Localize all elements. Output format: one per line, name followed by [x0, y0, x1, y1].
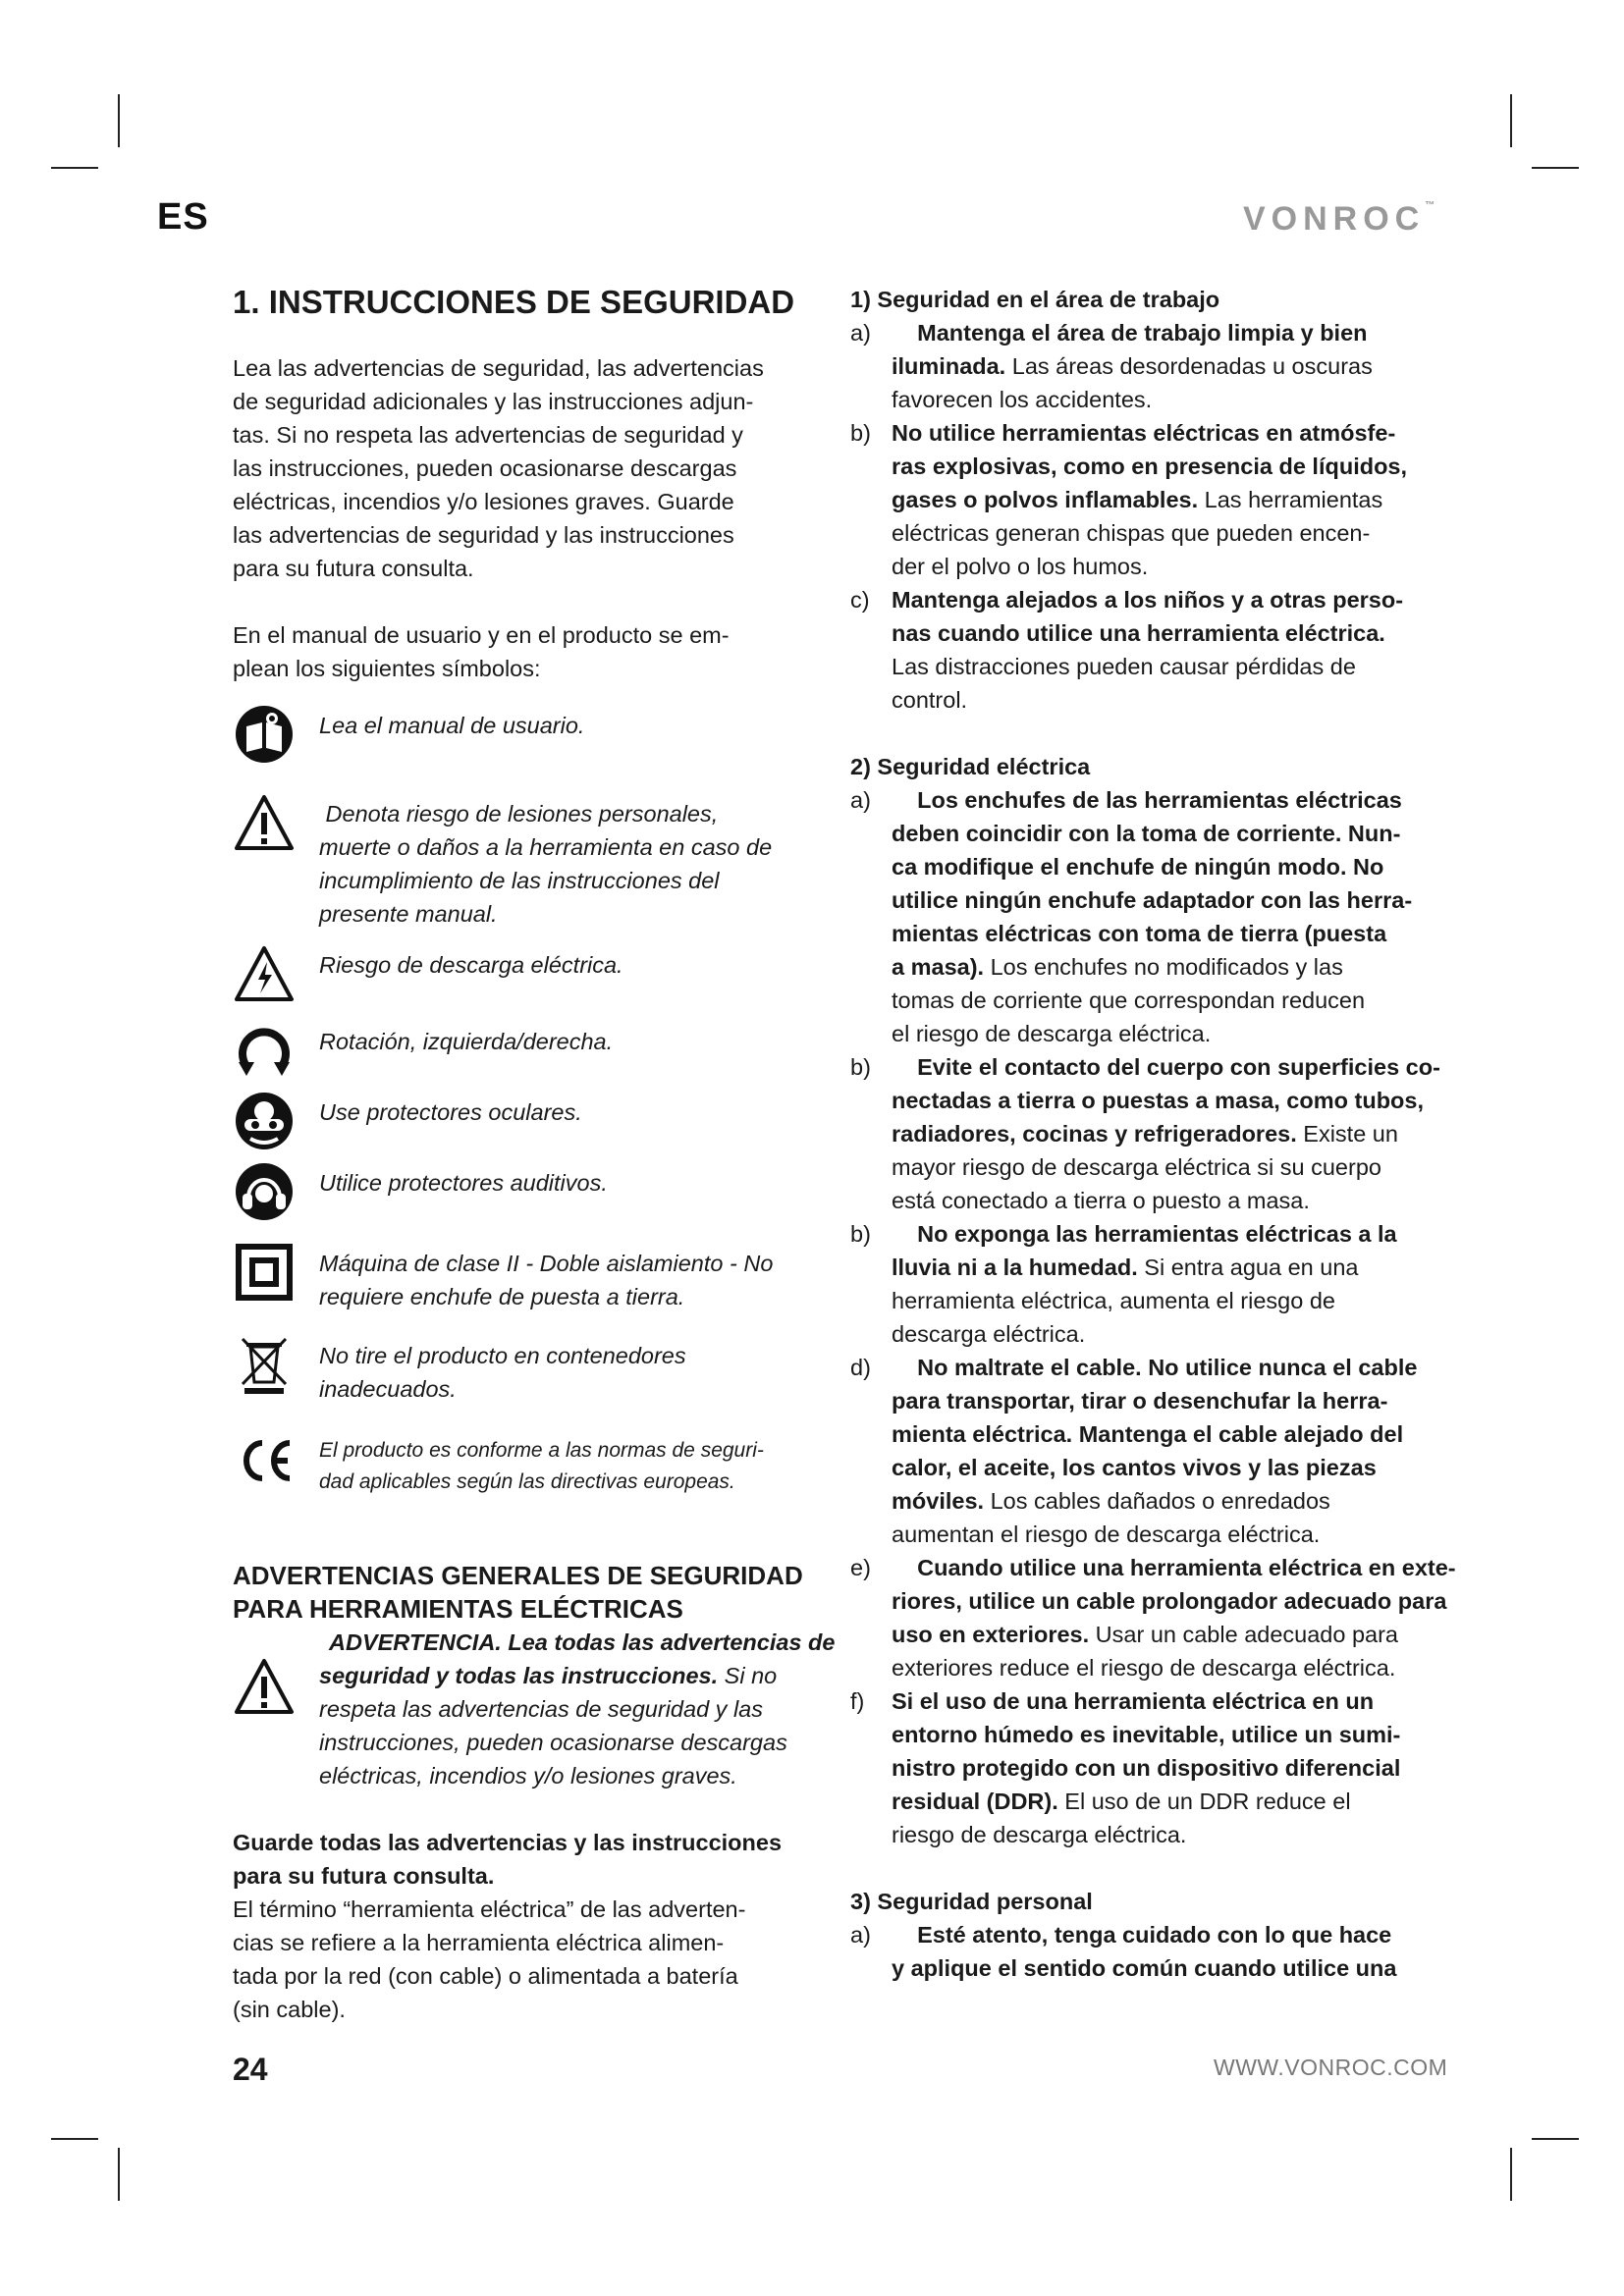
bold-run: Esté atento, tenga cuidado con lo que hace	[892, 1922, 1392, 1948]
list-marker: e)	[850, 1555, 871, 1580]
intro-paragraph	[233, 351, 822, 585]
text-run: riesgo de descarga eléctrica.	[892, 1822, 1187, 1847]
text-line	[892, 1317, 1449, 1351]
text-line: Use protectores oculares.	[319, 1099, 582, 1125]
text-run: Los enchufes no modificados y las	[984, 954, 1343, 980]
text-line	[319, 1659, 822, 1692]
bold-run: ca modifique el enchufe de ningún modo. No	[892, 854, 1384, 880]
subsection-title-personal: 3) Seguridad personal	[850, 1889, 1093, 1914]
text-line: las advertencias de seguridad y las instrucciones	[233, 522, 734, 548]
class-ii-icon	[233, 1241, 296, 1304]
page-number: 24	[233, 2052, 268, 2087]
electric-shock-icon	[233, 942, 296, 1005]
text-line: instrucciones, pueden ocasionarse descargas	[319, 1730, 787, 1755]
footer-url: WWW.VONROC.COM	[1214, 2055, 1448, 2080]
text-run: Las herramientas	[1198, 487, 1383, 512]
bold-run: nas cuando utilice una herramienta eléctrica.	[892, 620, 1385, 646]
bold-run: radiadores, cocinas y refrigeradores.	[892, 1121, 1297, 1147]
bold-run: uso en exteriores.	[892, 1622, 1090, 1647]
symbol-row	[233, 1243, 822, 1313]
bold-run: deben coincidir con la toma de corriente. Nun-	[892, 821, 1401, 846]
text-line	[892, 1351, 1449, 1384]
text-line	[892, 1451, 1449, 1484]
list-marker: b)	[850, 420, 871, 446]
text-line: Rotación, izquierda/derecha.	[319, 1029, 614, 1054]
list-marker: c)	[850, 587, 870, 613]
bold-run: seguridad y todas las instrucciones.	[319, 1663, 719, 1688]
text-line	[892, 1050, 1449, 1084]
bold-run: a masa).	[892, 954, 985, 980]
subsection-title-work-area: 1) Seguridad en el área de trabajo	[850, 287, 1220, 312]
bold-run: No maltrate el cable. No utilice nunca el cable	[892, 1355, 1418, 1380]
symbol-row	[233, 1092, 822, 1154]
symbol-description	[319, 1162, 822, 1200]
text-line	[892, 1251, 1449, 1284]
text-line	[892, 516, 1449, 550]
text-line	[892, 349, 1449, 383]
text-line	[892, 883, 1449, 917]
bold-run: No utilice herramientas eléctricas en atmósfe-	[892, 420, 1396, 446]
symbol-row	[233, 793, 822, 931]
list-item	[850, 1918, 1449, 1985]
text-line: eléctricas, incendios y/o lesiones graves. Guarde	[233, 489, 734, 514]
text-line: El término “herramienta eléctrica” de las adverten-	[233, 1896, 746, 1922]
symbol-row	[233, 1162, 822, 1225]
text-line: Guarde todas las advertencias y las instrucciones	[233, 1830, 783, 1855]
list-marker: a)	[850, 320, 871, 346]
text-line: (sin cable).	[233, 1997, 346, 2022]
symbols-list	[233, 705, 822, 1498]
text-line	[892, 1618, 1449, 1651]
text-line: Utilice protectores auditivos.	[319, 1170, 608, 1196]
symbol-description	[319, 1021, 822, 1058]
symbol-row	[233, 1021, 822, 1084]
text-line: cias se refiere a la herramienta eléctrica alimen-	[233, 1930, 725, 1955]
text-line	[892, 1551, 1456, 1584]
list-marker: a)	[850, 1922, 871, 1948]
text-run: Los cables dañados o enredados	[984, 1488, 1330, 1514]
list-marker: d)	[850, 1355, 871, 1380]
left-column	[233, 283, 836, 2026]
bold-run: residual (DDR).	[892, 1789, 1058, 1814]
symbol-description	[319, 1335, 822, 1406]
bold-run: móviles.	[892, 1488, 985, 1514]
text-run: El uso de un DDR reduce el	[1057, 1789, 1351, 1814]
list-item	[850, 1217, 1449, 1351]
crop-mark	[118, 2148, 120, 2201]
bold-run: calor, el aceite, los cantos vivos y las piezas	[892, 1455, 1377, 1480]
text-line	[892, 950, 1449, 984]
text-line	[892, 1785, 1449, 1818]
crop-mark	[1532, 2138, 1579, 2140]
text-line: de seguridad adicionales y las instrucciones adjun-	[233, 389, 754, 414]
language-code: ES	[157, 196, 209, 238]
symbol-description	[319, 1431, 822, 1498]
bold-run: y aplique el sentido común cuando utilice una	[892, 1955, 1397, 1981]
text-line: tada por la red (con cable) o alimentada a batería	[233, 1963, 738, 1989]
text-line: muerte o daños a la herramienta en caso de	[319, 834, 773, 860]
bold-run: nistro protegido con un dispositivo diferencial	[892, 1755, 1401, 1781]
text-line	[892, 817, 1449, 850]
symbol-row	[233, 944, 822, 1007]
text-line	[892, 1584, 1449, 1618]
text-line: tas. Si no respeta las advertencias de seguridad y	[233, 422, 743, 448]
text-run: Las áreas desordenadas u oscuras	[1005, 353, 1373, 379]
warning-text	[319, 1626, 836, 1792]
bold-run: nectadas a tierra o puestas a masa, como tubos,	[892, 1088, 1425, 1113]
text-run: eléctricas generan chispas que pueden encen-	[892, 520, 1371, 546]
text-line	[892, 1217, 1449, 1251]
text-line: eléctricas, incendios y/o lesiones graves.	[319, 1763, 737, 1789]
text-line: para su futura consulta.	[233, 556, 474, 581]
text-line: ADVERTENCIAS GENERALES DE SEGURIDAD	[233, 1561, 803, 1590]
bold-run: para transportar, tirar o desenchufar la herra-	[892, 1388, 1388, 1414]
symbol-row	[233, 1431, 822, 1498]
text-line	[892, 1518, 1449, 1551]
bold-run: lluvia ni a la humedad.	[892, 1255, 1138, 1280]
bold-run: entorno húmedo es inevitable, utilice un sumi-	[892, 1722, 1401, 1747]
list-item	[850, 783, 1449, 1050]
warning-triangle-icon	[233, 791, 296, 854]
text-line	[892, 1150, 1449, 1184]
text-line: Lea el manual de usuario.	[319, 713, 585, 738]
general-warnings-title	[233, 1559, 822, 1626]
list-item	[850, 1050, 1449, 1217]
list-item	[850, 416, 1449, 583]
text-line	[892, 1684, 1449, 1718]
text-line	[892, 1017, 1449, 1050]
bold-run: utilice ningún enchufe adaptador con las herra-	[892, 887, 1413, 913]
read-manual-icon	[233, 703, 296, 766]
symbol-description	[319, 1243, 822, 1313]
text-line: Denota riesgo de lesiones personales,	[319, 801, 719, 827]
bold-run: Los enchufes de las herramientas eléctricas	[892, 787, 1402, 813]
symbol-description	[319, 793, 822, 931]
symbol-description	[319, 1092, 822, 1129]
text-line	[892, 1084, 1449, 1117]
list-item	[850, 316, 1449, 416]
text-line: para su futura consulta.	[233, 1863, 495, 1889]
text-line	[892, 1117, 1449, 1150]
list-marker: b)	[850, 1221, 871, 1247]
text-run: Las distracciones pueden causar pérdidas de	[892, 654, 1356, 679]
text-line	[892, 1651, 1449, 1684]
list-marker: f)	[850, 1688, 865, 1714]
text-line: presente manual.	[319, 901, 498, 927]
bold-run: No exponga las herramientas eléctricas a la	[892, 1221, 1397, 1247]
warning-block	[233, 1626, 836, 1792]
weee-bin-icon	[233, 1333, 296, 1396]
text-line: plean los siguientes símbolos:	[233, 656, 541, 681]
text-line: Lea las advertencias de seguridad, las advertencias	[233, 355, 764, 381]
bold-run: Evite el contacto del cuerpo con superficies co-	[892, 1054, 1440, 1080]
text-run: Si entra agua en una	[1137, 1255, 1359, 1280]
symbols-intro-paragraph	[233, 618, 822, 685]
bold-run: iluminada.	[892, 353, 1006, 379]
text-line: PARA HERRAMIENTAS ELÉCTRICAS	[233, 1594, 683, 1624]
text-line	[892, 984, 1449, 1017]
list-item	[850, 583, 1449, 717]
list-marker: a)	[850, 787, 871, 813]
text-run: descarga eléctrica.	[892, 1321, 1086, 1347]
symbol-row	[233, 1335, 822, 1406]
symbol-description	[319, 705, 822, 742]
text-line	[892, 1718, 1449, 1751]
text-line	[892, 917, 1449, 950]
text-line	[892, 1284, 1449, 1317]
crop-mark	[1532, 167, 1579, 169]
bold-run: mientas eléctricas con toma de tierra (puesta	[892, 921, 1387, 946]
text-run: Existe un	[1296, 1121, 1398, 1147]
text-line: ADVERTENCIA. Lea todas las advertencias de	[329, 1629, 836, 1655]
text-line	[892, 1417, 1449, 1451]
text-line: incumplimiento de las instrucciones del	[319, 868, 720, 893]
crop-mark	[118, 94, 120, 147]
term-definition-paragraph	[233, 1893, 822, 2026]
list-marker: b)	[850, 1054, 871, 1080]
text-run: herramienta eléctrica, aumenta el riesgo de	[892, 1288, 1335, 1313]
text-line: dad aplicables según las directivas europeas.	[319, 1470, 735, 1493]
ear-protection-icon	[233, 1160, 296, 1223]
crop-mark	[51, 167, 98, 169]
right-column	[850, 283, 1456, 1985]
text-line	[892, 583, 1449, 616]
trademark-mark: ™	[1425, 200, 1435, 211]
symbol-description	[319, 944, 822, 982]
personal-list	[850, 1918, 1449, 1985]
text-line: El producto es conforme a las normas de seguri-	[319, 1439, 764, 1462]
list-item	[850, 1351, 1449, 1551]
text-line	[892, 683, 1449, 717]
text-run: control.	[892, 687, 968, 713]
list-item	[850, 1684, 1449, 1851]
text-line: las instrucciones, pueden ocasionarse descargas	[233, 455, 737, 481]
text-line	[892, 450, 1449, 483]
rotation-icon	[233, 1019, 296, 1082]
text-line: inadecuados.	[319, 1376, 457, 1402]
text-run: Si no	[718, 1663, 778, 1688]
text-line	[892, 1818, 1449, 1851]
text-line: No tire el producto en contenedores	[319, 1343, 686, 1368]
brand-logo	[1243, 200, 1435, 239]
text-run: tomas de corriente que correspondan reducen	[892, 988, 1366, 1013]
brand-name: VONROC	[1243, 200, 1426, 238]
electrical-list	[850, 783, 1456, 1851]
section-title: 1. INSTRUCCIONES DE SEGURIDAD	[233, 284, 795, 320]
text-line	[892, 416, 1449, 450]
ce-mark-icon	[233, 1429, 296, 1492]
text-run: der el polvo o los humos.	[892, 554, 1149, 579]
text-line	[892, 1184, 1449, 1217]
text-line: Riesgo de descarga eléctrica.	[319, 952, 623, 978]
text-line: En el manual de usuario y en el producto se em-	[233, 622, 730, 648]
text-line	[892, 1384, 1449, 1417]
bold-run: Si el uso de una herramienta eléctrica en un	[892, 1688, 1375, 1714]
bold-run: mienta eléctrica. Mantenga el cable alejado del	[892, 1421, 1404, 1447]
text-line	[892, 383, 1449, 416]
symbol-row	[233, 705, 822, 768]
text-line	[892, 316, 1449, 349]
text-run: está conectado a tierra o puesto a masa.	[892, 1188, 1310, 1213]
text-line	[892, 483, 1449, 516]
bold-run: Cuando utilice una herramienta eléctrica en exte-	[892, 1555, 1456, 1580]
text-run: el riesgo de descarga eléctrica.	[892, 1021, 1212, 1046]
warning-triangle-icon	[233, 1655, 296, 1718]
bold-run: Mantenga el área de trabajo limpia y bien	[892, 320, 1368, 346]
crop-mark	[1510, 94, 1512, 147]
eye-protection-icon	[233, 1090, 296, 1152]
text-line	[892, 1918, 1449, 1951]
text-line	[892, 1484, 1449, 1518]
text-line: Máquina de clase II - Doble aislamiento - No	[319, 1251, 774, 1276]
text-run: aumentan el riesgo de descarga eléctrica.	[892, 1522, 1321, 1547]
text-line	[892, 650, 1449, 683]
text-line	[892, 1751, 1449, 1785]
text-line	[892, 783, 1449, 817]
text-line	[892, 850, 1449, 883]
list-item	[850, 1551, 1456, 1684]
work-area-list	[850, 316, 1449, 717]
text-line: respeta las advertencias de seguridad y las	[319, 1696, 763, 1722]
bold-run: gases o polvos inflamables.	[892, 487, 1199, 512]
text-run: favorecen los accidentes.	[892, 387, 1153, 412]
text-run: mayor riesgo de descarga eléctrica si su cuerpo	[892, 1154, 1381, 1180]
text-line	[892, 1951, 1449, 1985]
text-run: Usar un cable adecuado para	[1089, 1622, 1398, 1647]
crop-mark	[1510, 2148, 1512, 2201]
text-line	[892, 550, 1449, 583]
bold-run: riores, utilice un cable prolongador adecuado para	[892, 1588, 1447, 1614]
bold-run: ras explosivas, como en presencia de líquidos,	[892, 454, 1408, 479]
text-line: requiere enchufe de puesta a tierra.	[319, 1284, 685, 1309]
keep-instructions-text	[233, 1826, 822, 1893]
crop-mark	[51, 2138, 98, 2140]
text-run: exteriores reduce el riesgo de descarga eléctrica.	[892, 1655, 1396, 1681]
text-line	[892, 616, 1449, 650]
bold-run: Mantenga alejados a los niños y a otras perso-	[892, 587, 1404, 613]
subsection-title-electrical: 2) Seguridad eléctrica	[850, 754, 1091, 779]
